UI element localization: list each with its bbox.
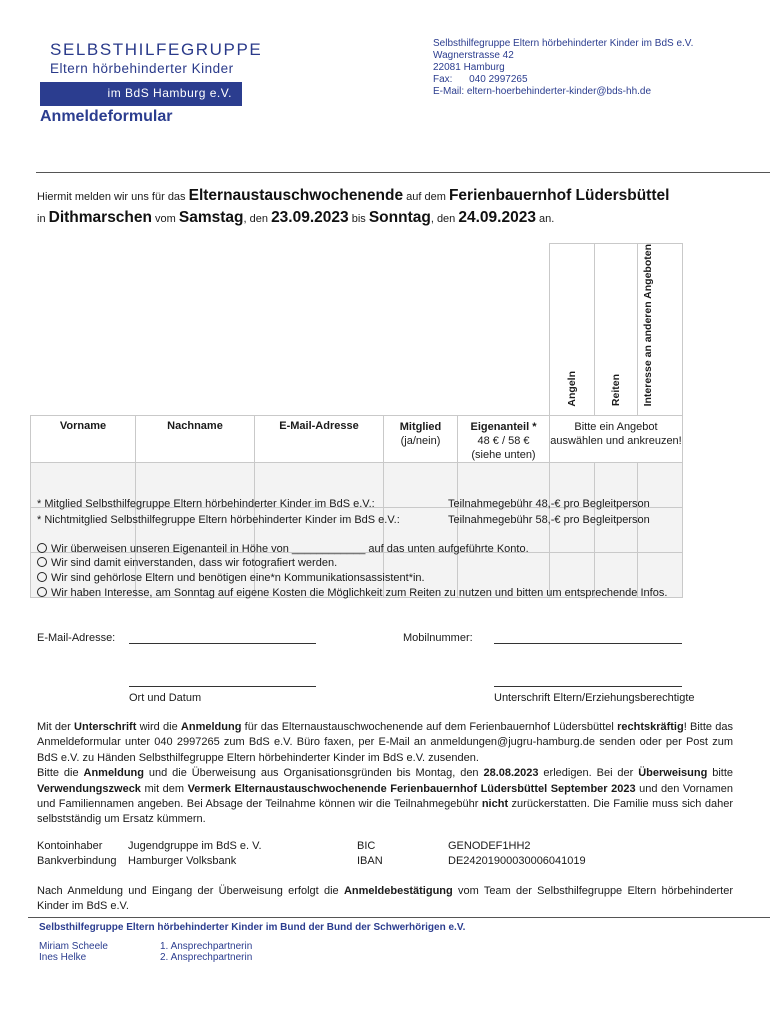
header-reiten: Reiten [595, 244, 638, 416]
option-riding[interactable] [37, 587, 667, 599]
footer-title: Selbsthilfegruppe Eltern hörbehinderter Kinder im Bund der Bund der Schwerhörigen e.V. [39, 922, 466, 933]
col-eigenanteil: Eigenanteil * 48 € / 58 € (siehe unten) [458, 416, 550, 463]
instruction-paragraph: Bitte die Anmeldung und die Überweisung aus Organisationsgründen bis Montag, den 28.08.2023 erledigen. Bei der Überweisung bitte Verwendungszweck mit dem Vermerk Elternaustauschwochenende Ferienbauernhof Lüdersbüttel September 2023 und den Vornamen und Familiennamen angeben. Bei Absage der Teilnahme können wir die Teilnahmegebühr nicht zurückerstatten. Die Familie muss sich daher selbstständig um Ersatz kümmern. [37, 767, 733, 826]
divider [36, 172, 770, 173]
divider [28, 917, 770, 918]
email-label: E-Mail-Adresse: [37, 632, 116, 644]
radio-button[interactable] [37, 543, 47, 553]
signature-field[interactable] [494, 686, 682, 687]
address-line: Fax: 040 2997265 [433, 74, 528, 85]
start-day: Samstag [178, 209, 244, 226]
address-line: Selbsthilfegruppe Eltern hörbehinderter Kinder im BdS e.V. [433, 38, 694, 49]
contact-name-1: Miriam Scheele [39, 941, 108, 952]
event-name: Elternaustauschwochenende [188, 187, 404, 204]
mobile-field[interactable] [494, 643, 682, 644]
region-name: Dithmarschen [48, 209, 152, 226]
option-label: Wir haben Interesse, am Sonntag auf eigene Kosten die Möglichkeit zum Reiten zu nutzen und bitten um entsprechende Infos. [51, 587, 668, 599]
contact-role-2: 2. Ansprechpartnerin [160, 952, 253, 963]
intro-text: , den [430, 213, 459, 225]
address-line: 22081 Hamburg [433, 62, 505, 73]
confirmation-text: Nach Anmeldung und Eingang der Überweisung erfolgt die Anmeldebestätigung vom Team der Selbsthilfegruppe Eltern hörbehinderter Kinder im BdS e.V. [37, 885, 733, 913]
place-date-label: Ort und Datum [129, 692, 202, 704]
logo-subtitle: Eltern hörbehinderter Kinder [50, 61, 234, 76]
option-interpreter[interactable] [37, 572, 425, 584]
end-day: Sonntag [368, 209, 431, 226]
intro-line-1 [37, 187, 669, 205]
option-photo-consent[interactable] [37, 557, 337, 569]
iban-value: DE24201900030006041019 [448, 855, 586, 867]
intro-text: vom [152, 213, 179, 225]
col-nachname: Nachname [136, 416, 255, 463]
holder-value: Jugendgruppe im BdS e. V. [128, 840, 262, 852]
bank-label: Bankverbindung [37, 855, 117, 867]
logo-title: SELBSTHILFEGRUPPE [50, 40, 263, 59]
member-note: * Mitglied Selbsthilfegruppe Eltern hörbehinderter Kinder im BdS e.V.: [37, 498, 375, 510]
table-spacer [31, 244, 550, 416]
header-angeln: Angeln [550, 244, 595, 416]
mitglied-cell[interactable] [384, 463, 458, 508]
option-label: Wir sind damit einverstanden, dass wir fotografiert werden. [51, 557, 338, 569]
radio-button[interactable] [37, 557, 47, 567]
contact-name-2: Ines Helke [39, 952, 87, 963]
venue-name: Ferienbauernhof Lüdersbüttel [448, 187, 670, 204]
col-angebot: Bitte ein Angebot auswählen und ankreuzen! [550, 416, 683, 463]
intro-text: , den [243, 213, 272, 225]
col-mitglied: Mitglied (ja/nein) [384, 416, 458, 463]
bic-value: GENODEF1HH2 [448, 840, 531, 852]
mobile-label: Mobilnummer: [403, 632, 473, 644]
header-interesse: Interesse an anderen Angeboten [638, 244, 683, 416]
email-field[interactable] [129, 643, 316, 644]
option-label: Wir überweisen unseren Eigenanteil in Höhe von ____________ auf das unten aufgeführte Konto. [51, 543, 529, 555]
option-label: Wir sind gehörlose Eltern und benötigen eine*n Kommunikationsassistent*in. [51, 572, 425, 584]
logo-bar: im BdS Hamburg e.V. [40, 82, 242, 106]
start-date: 23.09.2023 [271, 209, 349, 226]
instruction-paragraph: Mit der Unterschrift wird die Anmeldung für das Elternaustauschwochenende auf dem Ferienbauernhof Lüdersbüttel rechtskräftig! Bitte das Anmeldeformular unter 040 2997265 zum BdS e.V. Büro faxen, per E-Mail an anmeldungen@jugru-hamburg.de senden oder per Post zum BdS e.V. zu Händen Selbsthilfegruppe Eltern hörbehinderter Kinder im BdS e.V. zusenden. [37, 721, 733, 764]
address-line: E-Mail: eltern-hoerbehinderter-kinder@bds-hh.de [433, 86, 652, 97]
nonmember-note: * Nichtmitglied Selbsthilfegruppe Eltern hörbehinderter Kinder im BdS e.V.: [37, 514, 400, 526]
end-date: 24.09.2023 [458, 209, 536, 226]
member-fee: Teilnahmegebühr 48,-€ pro Begleitperson [448, 498, 650, 510]
holder-label: Kontoinhaber [37, 840, 103, 852]
nonmember-fee: Teilnahmegebühr 58,-€ pro Begleitperson [448, 514, 650, 526]
intro-text: auf dem [403, 191, 449, 203]
instructions [37, 720, 733, 828]
place-date-field[interactable] [129, 686, 316, 687]
radio-button[interactable] [37, 587, 47, 597]
radio-button[interactable] [37, 572, 47, 582]
intro-line-2 [37, 209, 554, 227]
intro-text: Hiermit melden wir uns für das [37, 191, 189, 203]
intro-text: bis [348, 213, 369, 225]
option-transfer[interactable] [37, 543, 529, 555]
bank-value: Hamburger Volksbank [128, 855, 237, 867]
col-email: E-Mail-Adresse [255, 416, 384, 463]
form-title: Anmeldeformular [40, 108, 173, 125]
signature-label: Unterschrift Eltern/Erziehungsberechtigte [494, 692, 695, 704]
bic-label: BIC [357, 840, 376, 852]
col-vorname: Vorname [31, 416, 136, 463]
address-line: Wagnerstrasse 42 [433, 50, 514, 61]
iban-label: IBAN [357, 855, 383, 867]
intro-text: an. [535, 213, 555, 225]
intro-text: in [37, 213, 49, 225]
contact-role-1: 1. Ansprechpartnerin [160, 941, 253, 952]
sender-address [433, 38, 693, 98]
